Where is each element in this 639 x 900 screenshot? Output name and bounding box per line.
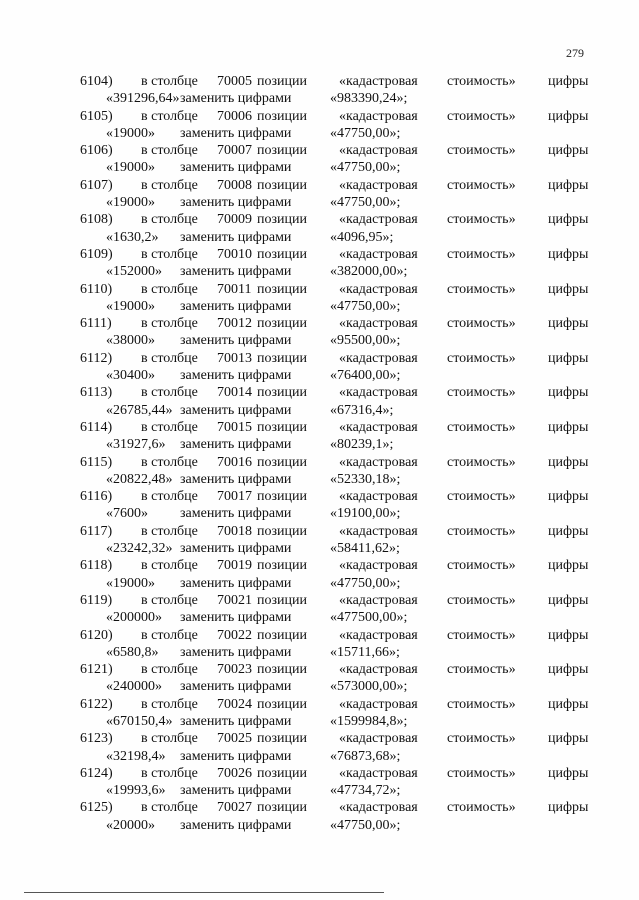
replace-label: заменить цифрами (180, 125, 292, 141)
column-code: 70026 (217, 765, 252, 781)
cost-label: стоимость» (447, 454, 516, 470)
in-column-label: в столбце (141, 523, 198, 539)
in-column-label: в столбце (141, 350, 198, 366)
new-value: «47750,00»; (330, 125, 401, 141)
list-item (0, 488, 639, 523)
list-item (0, 730, 639, 765)
replace-label: заменить цифрами (180, 783, 292, 799)
cost-label: стоимость» (447, 592, 516, 608)
replace-label: заменить цифрами (180, 91, 292, 107)
entry-line-1 (0, 557, 639, 574)
replace-label: заменить цифрами (180, 644, 292, 660)
entry-number: 6112) (80, 350, 113, 366)
column-code: 70011 (217, 281, 252, 297)
digits-label: цифры (548, 696, 589, 712)
cost-label: стоимость» (447, 662, 516, 678)
entry-number: 6118) (80, 558, 113, 574)
digits-label: цифры (548, 800, 589, 816)
entry-line-1 (0, 696, 639, 713)
list-item (0, 350, 639, 385)
list-item (0, 557, 639, 592)
entry-line-2 (0, 367, 639, 384)
replace-label: заменить цифрами (180, 471, 292, 487)
position-label: позиции (257, 696, 307, 712)
position-label: позиции (257, 246, 307, 262)
new-value: «52330,18»; (330, 471, 401, 487)
entry-line-1 (0, 765, 639, 782)
list-item (0, 419, 639, 454)
digits-label: цифры (548, 523, 589, 539)
in-column-label: в столбце (141, 627, 198, 643)
list-item (0, 384, 639, 419)
entry-number: 6108) (80, 212, 113, 228)
replace-label: заменить цифрами (180, 402, 292, 418)
entry-number: 6109) (80, 246, 113, 262)
digits-label: цифры (548, 350, 589, 366)
entry-number: 6111) (80, 316, 112, 332)
entry-line-1 (0, 246, 639, 263)
new-value: «47750,00»; (330, 817, 401, 833)
entry-line-2 (0, 505, 639, 522)
in-column-label: в столбце (141, 454, 198, 470)
cost-label: стоимость» (447, 765, 516, 781)
cadastral-label: «кадастровая (339, 800, 418, 816)
position-label: позиции (257, 316, 307, 332)
digits-label: цифры (548, 558, 589, 574)
old-value: «19993,6» (106, 783, 166, 799)
list-item (0, 523, 639, 558)
column-code: 70012 (217, 316, 252, 332)
digits-label: цифры (548, 246, 589, 262)
column-code: 70021 (217, 592, 252, 608)
position-label: позиции (257, 800, 307, 816)
in-column-label: в столбце (141, 212, 198, 228)
list-item (0, 108, 639, 143)
entry-number: 6115) (80, 454, 113, 470)
new-value: «76400,00»; (330, 368, 401, 384)
new-value: «95500,00»; (330, 333, 401, 349)
digits-label: цифры (548, 212, 589, 228)
list-item (0, 592, 639, 627)
column-code: 70013 (217, 350, 252, 366)
cost-label: стоимость» (447, 143, 516, 159)
position-label: позиции (257, 385, 307, 401)
old-value: «31927,6» (106, 437, 166, 453)
entry-number: 6110) (80, 281, 113, 297)
old-value: «19000» (106, 298, 155, 314)
entry-line-2 (0, 159, 639, 176)
in-column-label: в столбце (141, 765, 198, 781)
column-code: 70009 (217, 212, 252, 228)
list-item (0, 246, 639, 281)
old-value: «23242,32» (106, 541, 173, 557)
cost-label: стоимость» (447, 558, 516, 574)
entry-line-2 (0, 436, 639, 453)
entry-line-2 (0, 782, 639, 799)
in-column-label: в столбце (141, 74, 198, 89)
entry-line-1 (0, 142, 639, 159)
cadastral-label: «кадастровая (339, 662, 418, 678)
column-code: 70018 (217, 523, 252, 539)
old-value: «1630,2» (106, 229, 159, 245)
entry-number: 6125) (80, 800, 113, 816)
new-value: «382000,00»; (330, 264, 408, 280)
position-label: позиции (257, 350, 307, 366)
entry-line-2 (0, 644, 639, 661)
digits-label: цифры (548, 627, 589, 643)
entry-line-2 (0, 748, 639, 765)
cost-label: стоимость» (447, 74, 516, 89)
entry-number: 6106) (80, 143, 113, 159)
in-column-label: в столбце (141, 316, 198, 332)
in-column-label: в столбце (141, 662, 198, 678)
cadastral-label: «кадастровая (339, 385, 418, 401)
column-code: 70025 (217, 731, 252, 747)
in-column-label: в столбце (141, 558, 198, 574)
old-value: «200000» (106, 610, 162, 626)
position-label: позиции (257, 74, 307, 89)
cost-label: стоимость» (447, 281, 516, 297)
cost-label: стоимость» (447, 212, 516, 228)
in-column-label: в столбце (141, 592, 198, 608)
cadastral-label: «кадастровая (339, 74, 418, 89)
entry-number: 6113) (80, 385, 113, 401)
entry-number: 6120) (80, 627, 113, 643)
replace-label: заменить цифрами (180, 298, 292, 314)
column-code: 70010 (217, 246, 252, 262)
cost-label: стоимость» (447, 489, 516, 505)
digits-label: цифры (548, 731, 589, 747)
new-value: «477500,00»; (330, 610, 408, 626)
in-column-label: в столбце (141, 177, 198, 193)
cadastral-label: «кадастровая (339, 419, 418, 435)
entry-line-1 (0, 419, 639, 436)
entry-number: 6123) (80, 731, 113, 747)
old-value: «38000» (106, 333, 155, 349)
position-label: позиции (257, 419, 307, 435)
new-value: «58411,62»; (330, 541, 400, 557)
cost-label: стоимость» (447, 523, 516, 539)
old-value: «20000» (106, 817, 155, 833)
digits-label: цифры (548, 592, 589, 608)
cadastral-label: «кадастровая (339, 731, 418, 747)
list-item (0, 627, 639, 662)
column-code: 70006 (217, 108, 252, 124)
entry-line-2 (0, 194, 639, 211)
entry-line-1 (0, 177, 639, 194)
cost-label: стоимость» (447, 108, 516, 124)
entry-line-1 (0, 627, 639, 644)
entry-line-2 (0, 471, 639, 488)
position-label: позиции (257, 212, 307, 228)
cadastral-label: «кадастровая (339, 523, 418, 539)
entry-line-1 (0, 799, 639, 816)
entry-number: 6107) (80, 177, 113, 193)
entry-list (0, 73, 639, 834)
entry-line-2 (0, 713, 639, 730)
entry-line-2 (0, 229, 639, 246)
column-code: 70008 (217, 177, 252, 193)
position-label: позиции (257, 177, 307, 193)
entry-number: 6104) (80, 74, 113, 89)
replace-label: заменить цифрами (180, 575, 292, 591)
cadastral-label: «кадастровая (339, 177, 418, 193)
new-value: «47750,00»; (330, 160, 401, 176)
footer-rule (24, 892, 384, 893)
position-label: позиции (257, 662, 307, 678)
cost-label: стоимость» (447, 177, 516, 193)
column-code: 70005 (217, 74, 252, 89)
digits-label: цифры (548, 108, 589, 124)
replace-label: заменить цифрами (180, 195, 292, 211)
entry-line-2 (0, 575, 639, 592)
in-column-label: в столбце (141, 731, 198, 747)
entry-line-1 (0, 281, 639, 298)
replace-label: заменить цифрами (180, 610, 292, 626)
old-value: «670150,4» (106, 713, 173, 729)
column-code: 70014 (217, 385, 252, 401)
list-item (0, 142, 639, 177)
entry-line-2 (0, 298, 639, 315)
entry-line-1 (0, 384, 639, 401)
old-value: «30400» (106, 368, 155, 384)
entry-line-1 (0, 315, 639, 332)
cadastral-label: «кадастровая (339, 350, 418, 366)
cadastral-label: «кадастровая (339, 246, 418, 262)
position-label: позиции (257, 627, 307, 643)
entry-line-1 (0, 108, 639, 125)
position-label: позиции (257, 143, 307, 159)
cadastral-label: «кадастровая (339, 489, 418, 505)
cost-label: стоимость» (447, 246, 516, 262)
new-value: «19100,00»; (330, 506, 401, 522)
digits-label: цифры (548, 385, 589, 401)
column-code: 70023 (217, 662, 252, 678)
position-label: позиции (257, 592, 307, 608)
replace-label: заменить цифрами (180, 817, 292, 833)
list-item (0, 454, 639, 489)
replace-label: заменить цифрами (180, 160, 292, 176)
entry-number: 6114) (80, 419, 113, 435)
replace-label: заменить цифрами (180, 679, 292, 695)
entry-line-1 (0, 211, 639, 228)
old-value: «7600» (106, 506, 148, 522)
entry-line-2 (0, 263, 639, 280)
digits-label: цифры (548, 419, 589, 435)
new-value: «4096,95»; (330, 229, 394, 245)
in-column-label: в столбце (141, 143, 198, 159)
cost-label: стоимость» (447, 800, 516, 816)
old-value: «19000» (106, 160, 155, 176)
digits-label: цифры (548, 489, 589, 505)
list-item (0, 661, 639, 696)
cost-label: стоимость» (447, 316, 516, 332)
entry-number: 6122) (80, 696, 113, 712)
cost-label: стоимость» (447, 419, 516, 435)
new-value: «76873,68»; (330, 748, 401, 764)
entry-number: 6116) (80, 489, 113, 505)
new-value: «573000,00»; (330, 679, 408, 695)
cadastral-label: «кадастровая (339, 143, 418, 159)
entry-line-1 (0, 661, 639, 678)
old-value: «19000» (106, 575, 155, 591)
entry-line-2 (0, 402, 639, 419)
position-label: позиции (257, 523, 307, 539)
old-value: «26785,44» (106, 402, 173, 418)
new-value: «47750,00»; (330, 298, 401, 314)
position-label: позиции (257, 558, 307, 574)
replace-label: заменить цифрами (180, 368, 292, 384)
replace-label: заменить цифрами (180, 506, 292, 522)
entry-number: 6117) (80, 523, 113, 539)
cadastral-label: «кадастровая (339, 281, 418, 297)
list-item (0, 211, 639, 246)
in-column-label: в столбце (141, 419, 198, 435)
cost-label: стоимость» (447, 696, 516, 712)
old-value: «20822,48» (106, 471, 173, 487)
column-code: 70027 (217, 800, 252, 816)
new-value: «47750,00»; (330, 575, 401, 591)
entry-number: 6121) (80, 662, 113, 678)
old-value: «152000» (106, 264, 162, 280)
list-item (0, 73, 639, 108)
new-value: «67316,4»; (330, 402, 394, 418)
entry-number: 6105) (80, 108, 113, 124)
entry-line-2 (0, 332, 639, 349)
digits-label: цифры (548, 177, 589, 193)
column-code: 70022 (217, 627, 252, 643)
digits-label: цифры (548, 143, 589, 159)
entry-line-1 (0, 592, 639, 609)
replace-label: заменить цифрами (180, 541, 292, 557)
entry-line-1 (0, 488, 639, 505)
old-value: «19000» (106, 195, 155, 211)
replace-label: заменить цифрами (180, 713, 292, 729)
old-value: «240000» (106, 679, 162, 695)
position-label: позиции (257, 108, 307, 124)
column-code: 70019 (217, 558, 252, 574)
entry-line-1 (0, 350, 639, 367)
list-item (0, 799, 639, 834)
replace-label: заменить цифрами (180, 748, 292, 764)
cost-label: стоимость» (447, 385, 516, 401)
digits-label: цифры (548, 454, 589, 470)
entry-line-2 (0, 540, 639, 557)
position-label: позиции (257, 281, 307, 297)
column-code: 70024 (217, 696, 252, 712)
cadastral-label: «кадастровая (339, 108, 418, 124)
in-column-label: в столбце (141, 108, 198, 124)
list-item (0, 765, 639, 800)
cost-label: стоимость» (447, 350, 516, 366)
entry-number: 6124) (80, 765, 113, 781)
old-value: «391296,64» (106, 91, 180, 107)
replace-label: заменить цифрами (180, 333, 292, 349)
entry-line-1 (0, 523, 639, 540)
new-value: «1599984,8»; (330, 713, 408, 729)
digits-label: цифры (548, 662, 589, 678)
entry-line-2 (0, 125, 639, 142)
column-code: 70007 (217, 143, 252, 159)
column-code: 70016 (217, 454, 252, 470)
cadastral-label: «кадастровая (339, 765, 418, 781)
digits-label: цифры (548, 281, 589, 297)
digits-label: цифры (548, 316, 589, 332)
in-column-label: в столбце (141, 800, 198, 816)
entry-line-2 (0, 678, 639, 695)
entry-line-1 (0, 73, 639, 90)
in-column-label: в столбце (141, 246, 198, 262)
column-code: 70015 (217, 419, 252, 435)
entry-line-1 (0, 730, 639, 747)
old-value: «6580,8» (106, 644, 159, 660)
old-value: «19000» (106, 125, 155, 141)
new-value: «47734,72»; (330, 783, 401, 799)
position-label: позиции (257, 454, 307, 470)
cadastral-label: «кадастровая (339, 592, 418, 608)
cadastral-label: «кадастровая (339, 454, 418, 470)
in-column-label: в столбце (141, 696, 198, 712)
cost-label: стоимость» (447, 627, 516, 643)
cadastral-label: «кадастровая (339, 316, 418, 332)
in-column-label: в столбце (141, 281, 198, 297)
replace-label: заменить цифрами (180, 229, 292, 245)
entry-line-2 (0, 609, 639, 626)
cadastral-label: «кадастровая (339, 627, 418, 643)
cadastral-label: «кадастровая (339, 696, 418, 712)
list-item (0, 281, 639, 316)
new-value: «47750,00»; (330, 195, 401, 211)
cadastral-label: «кадастровая (339, 212, 418, 228)
cost-label: стоимость» (447, 731, 516, 747)
cadastral-label: «кадастровая (339, 558, 418, 574)
replace-label: заменить цифрами (180, 437, 292, 453)
column-code: 70017 (217, 489, 252, 505)
entry-line-2 (0, 90, 639, 107)
position-label: позиции (257, 731, 307, 747)
list-item (0, 315, 639, 350)
replace-label: заменить цифрами (180, 264, 292, 280)
entry-line-1 (0, 454, 639, 471)
in-column-label: в столбце (141, 385, 198, 401)
digits-label: цифры (548, 74, 589, 89)
position-label: позиции (257, 489, 307, 505)
list-item (0, 177, 639, 212)
list-item (0, 696, 639, 731)
new-value: «80239,1»; (330, 437, 394, 453)
digits-label: цифры (548, 765, 589, 781)
page-number: 279 (566, 46, 584, 60)
position-label: позиции (257, 765, 307, 781)
entry-number: 6119) (80, 592, 113, 608)
new-value: «15711,66»; (330, 644, 400, 660)
old-value: «32198,4» (106, 748, 166, 764)
entry-line-2 (0, 817, 639, 834)
in-column-label: в столбце (141, 489, 198, 505)
new-value: «983390,24»; (330, 91, 408, 107)
